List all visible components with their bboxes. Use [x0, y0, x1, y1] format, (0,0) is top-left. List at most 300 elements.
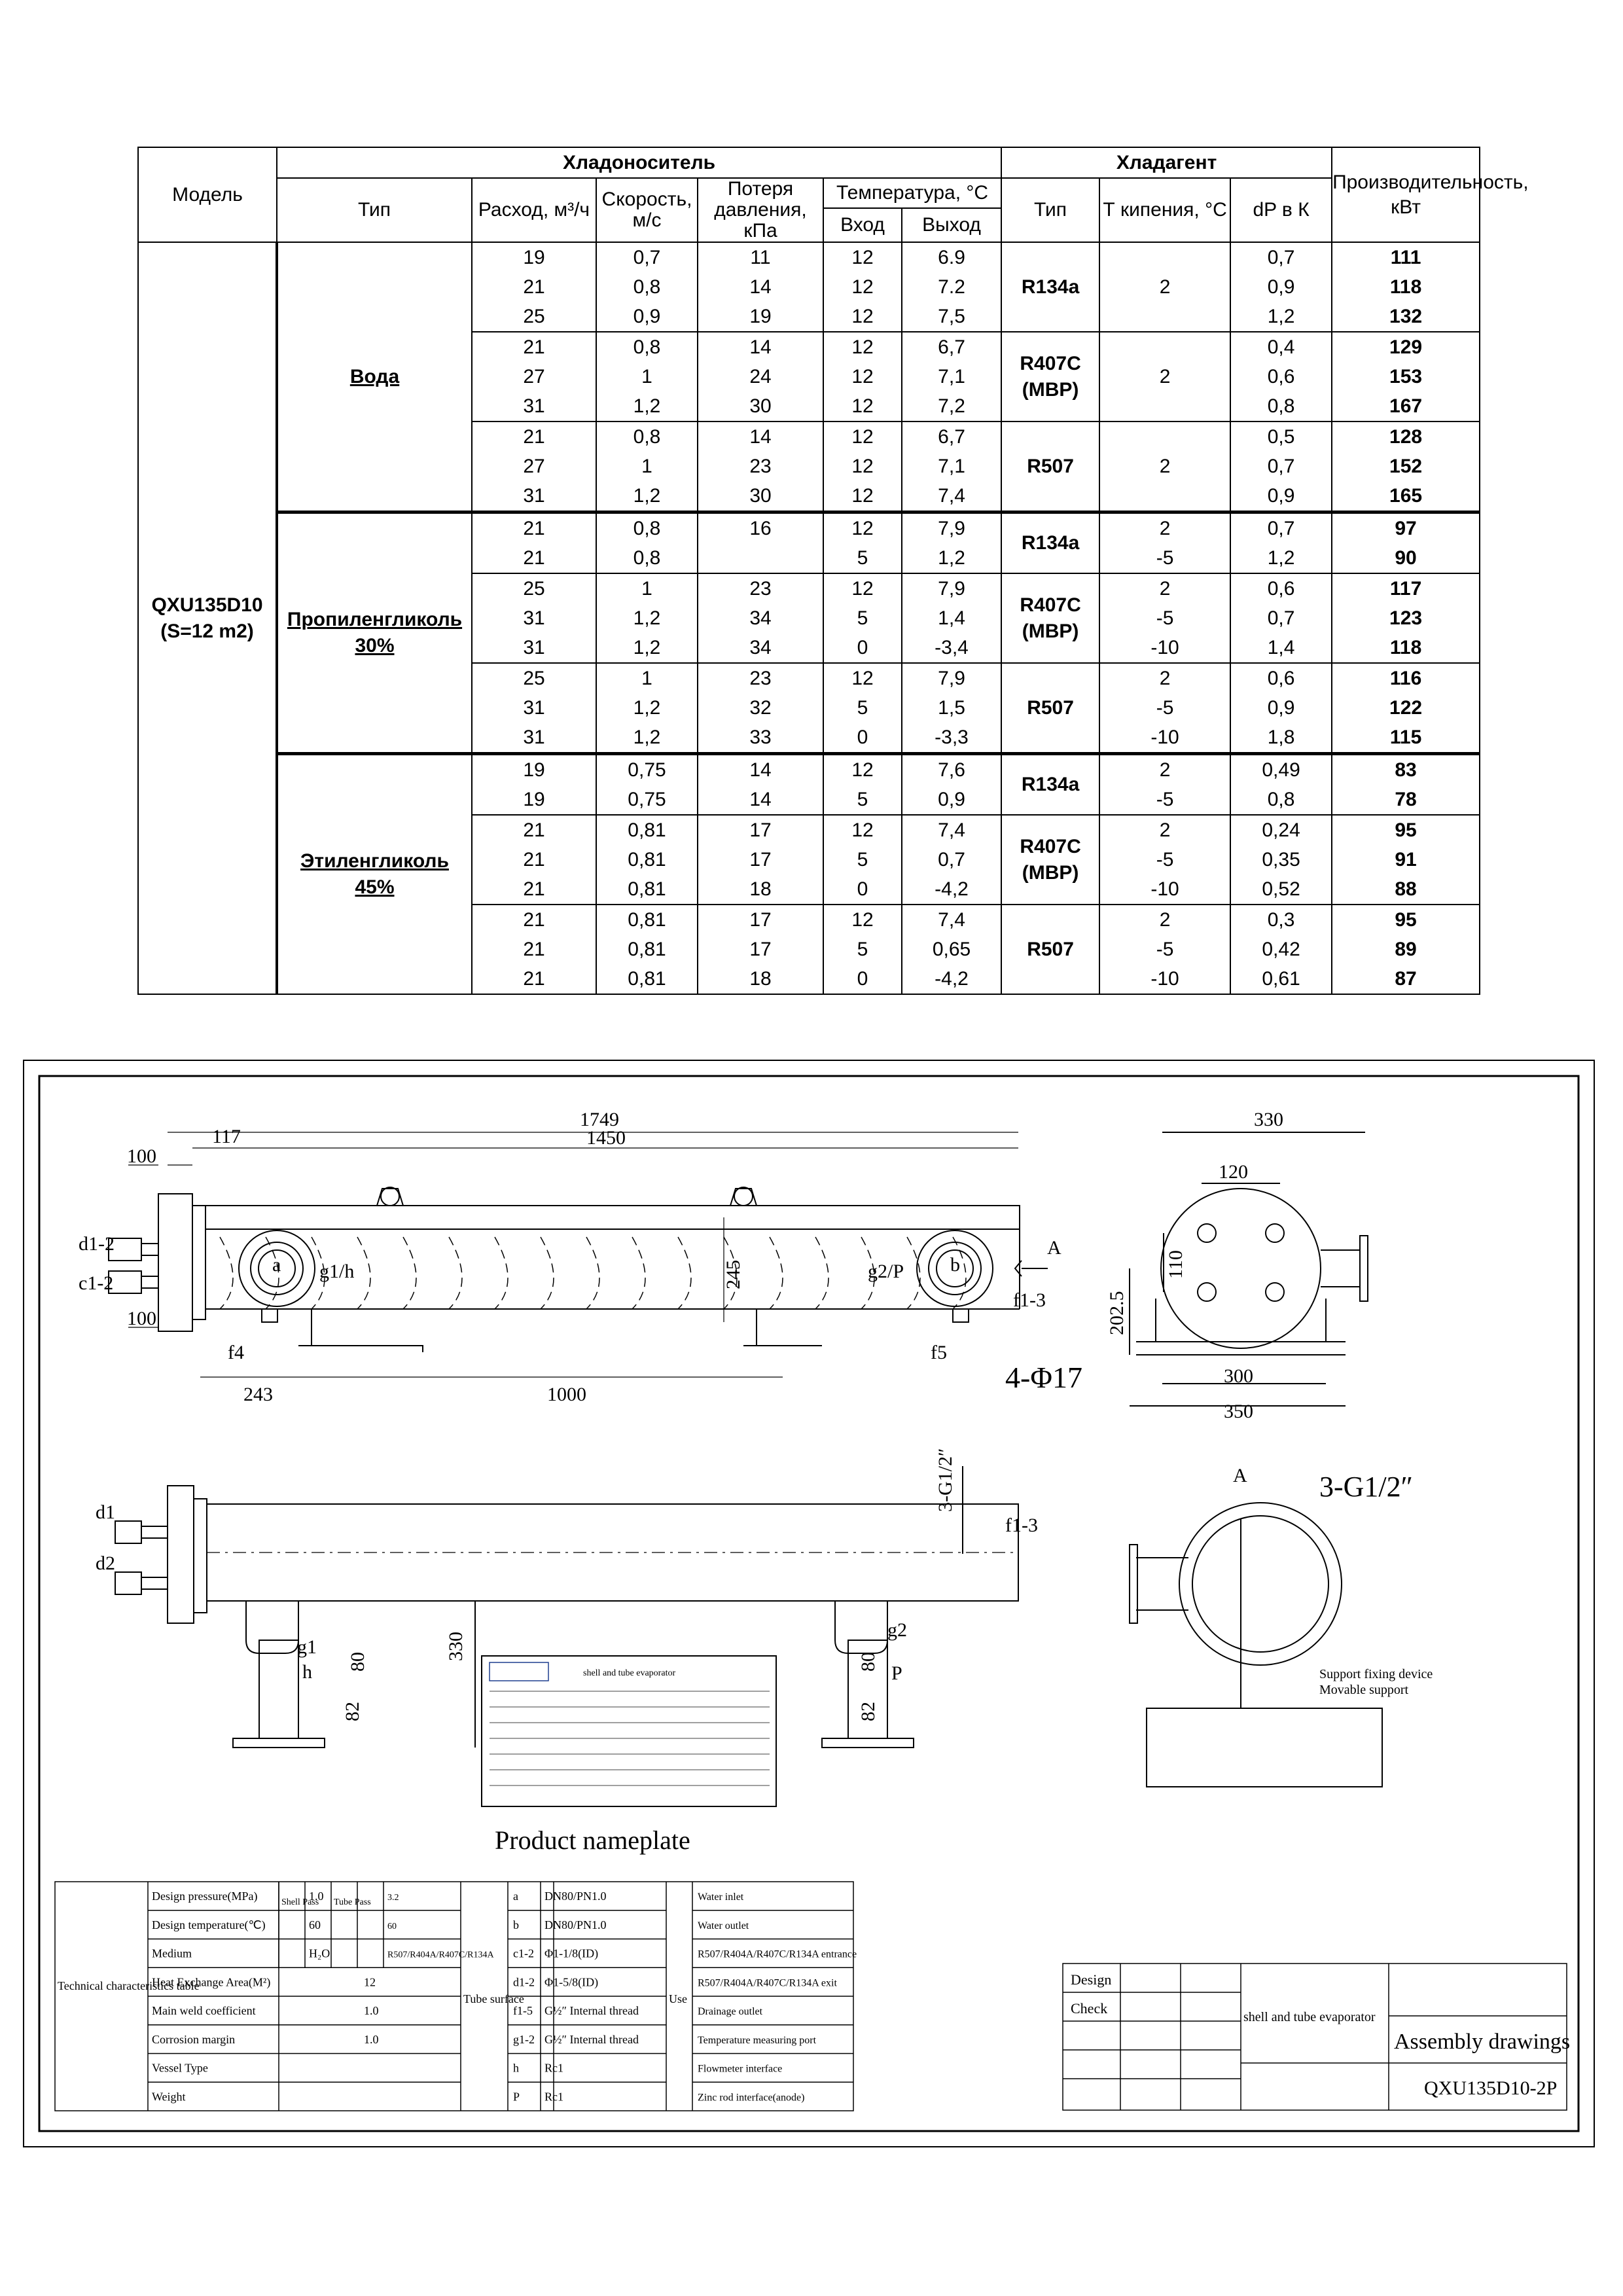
- boiling-cell: -10: [1099, 874, 1230, 905]
- view-a: [1130, 1503, 1382, 1787]
- cell: 0,81: [596, 874, 698, 905]
- label-b: b: [950, 1254, 960, 1276]
- capacity-cell: 95: [1332, 815, 1480, 845]
- label-support-fixing: Support fixing device: [1319, 1667, 1433, 1681]
- cell: 21: [472, 874, 596, 905]
- tech-row-tube: R507/R404A/R407C/R134A: [387, 1950, 494, 1960]
- cell: 34: [698, 603, 823, 633]
- cell: 31: [472, 633, 596, 663]
- capacity-cell: 128: [1332, 422, 1480, 452]
- cell: 7,6: [902, 754, 1001, 785]
- cell: 21: [472, 543, 596, 573]
- cell: 0: [823, 874, 902, 905]
- header-capacity: Производительность, кВт: [1332, 147, 1480, 242]
- tech-row-key: Weight: [152, 2090, 186, 2104]
- header-model: Модель: [138, 147, 277, 242]
- tech-conn-spec: Rc1: [544, 2090, 563, 2104]
- title-check: Check: [1071, 2000, 1108, 2017]
- capacity-cell: 152: [1332, 452, 1480, 481]
- boiling-cell: -10: [1099, 964, 1230, 994]
- tech-row-key: Heat Exchange Area(M²): [152, 1975, 271, 1989]
- tech-conn-spec: Rc1: [544, 2061, 563, 2075]
- tech-row-shell: H₂O: [309, 1946, 330, 1960]
- boiling-cell: -10: [1099, 723, 1230, 754]
- capacity-cell: 122: [1332, 693, 1480, 723]
- dp-cell: 0,5: [1230, 422, 1332, 452]
- refrigerant-name: R134a: [1001, 754, 1099, 816]
- label-c1-2: c1-2: [79, 1272, 114, 1294]
- dp-cell: 0,9: [1230, 272, 1332, 302]
- dp-cell: 0,42: [1230, 935, 1332, 964]
- cell: 17: [698, 845, 823, 874]
- title-drawing-number: QXU135D10-2P: [1424, 2077, 1558, 2099]
- tech-conn-use: Drainage outlet: [698, 2006, 763, 2017]
- cell: 12: [823, 272, 902, 302]
- tech-conn-use: Zinc rod interface(anode): [698, 2092, 805, 2104]
- cell: 0,81: [596, 815, 698, 845]
- boiling-cell: -5: [1099, 603, 1230, 633]
- tech-row-tube: 3.2: [387, 1893, 399, 1903]
- cell: 14: [698, 785, 823, 815]
- boiling-cell: 2: [1099, 905, 1230, 935]
- cell: 12: [823, 754, 902, 785]
- label-f1-3-top: f1-3: [1013, 1289, 1046, 1311]
- cell: 23: [698, 452, 823, 481]
- cell: 30: [698, 391, 823, 422]
- cell: 12: [823, 663, 902, 693]
- dp-cell: 0,6: [1230, 573, 1332, 603]
- tech-conn-id: a: [513, 1890, 518, 1903]
- cell: 16: [698, 512, 823, 544]
- cell: 17: [698, 815, 823, 845]
- label-movable-support: Movable support: [1319, 1683, 1409, 1697]
- tech-conn-use: R507/R404A/R407C/R134A entrance: [698, 1948, 857, 1960]
- capacity-cell: 87: [1332, 964, 1480, 994]
- dp-cell: 0,4: [1230, 332, 1332, 362]
- cell: 7,4: [902, 481, 1001, 512]
- cell: 0,9: [902, 785, 1001, 815]
- cell: 25: [472, 302, 596, 332]
- cell: 0: [823, 964, 902, 994]
- cell: 23: [698, 573, 823, 603]
- label-f1-3-bottom: f1-3: [1005, 1515, 1038, 1536]
- boiling-cell: -5: [1099, 845, 1230, 874]
- boiling-cell: -5: [1099, 785, 1230, 815]
- dim-1450: 1450: [586, 1127, 626, 1149]
- assembly-drawing: [24, 1060, 1594, 2147]
- dim-202-5: 202.5: [1106, 1291, 1128, 1335]
- tech-row-shell: 1.0: [309, 1890, 324, 1903]
- cell: 11: [698, 242, 823, 272]
- cell: 19: [472, 785, 596, 815]
- refrigerant-name: R407C (MBP): [1001, 815, 1099, 905]
- header-coolant: Хладоноситель: [277, 147, 1001, 178]
- cell: 21: [472, 272, 596, 302]
- cell: 30: [698, 481, 823, 512]
- capacity-cell: 88: [1332, 874, 1480, 905]
- capacity-cell: 111: [1332, 242, 1480, 272]
- cell: 12: [823, 422, 902, 452]
- nameplate-caption: Product nameplate: [495, 1825, 690, 1855]
- boiling-cell: 2: [1099, 663, 1230, 693]
- cell: 7,2: [902, 391, 1001, 422]
- capacity-cell: 115: [1332, 723, 1480, 754]
- dp-cell: 0,8: [1230, 391, 1332, 422]
- label-h: h: [302, 1661, 312, 1683]
- cell: 21: [472, 845, 596, 874]
- label-arrow-a: A: [1047, 1237, 1061, 1259]
- label-g2p: g2/P: [868, 1261, 904, 1282]
- label-view-a: A: [1233, 1465, 1247, 1486]
- dp-cell: 0,35: [1230, 845, 1332, 874]
- tech-row-key: Medium: [152, 1946, 192, 1960]
- dp-cell: 0,49: [1230, 754, 1332, 785]
- header-ref-type: Тип: [1001, 178, 1099, 242]
- capacity-cell: 90: [1332, 543, 1480, 573]
- product-nameplate: [482, 1656, 776, 1806]
- tech-use-label: Use: [669, 1992, 687, 2005]
- tech-conn-id: h: [513, 2061, 519, 2075]
- cell: 5: [823, 785, 902, 815]
- cell: 31: [472, 603, 596, 633]
- dim-1749: 1749: [580, 1109, 619, 1130]
- cell: 31: [472, 723, 596, 754]
- dp-cell: 1,2: [1230, 302, 1332, 332]
- label-d1: d1: [96, 1501, 115, 1523]
- capacity-cell: 97: [1332, 512, 1480, 544]
- boiling-cell: -5: [1099, 693, 1230, 723]
- cell: 0,9: [596, 302, 698, 332]
- tech-row-key: Vessel Type: [152, 2061, 208, 2075]
- dim-4-phi-17: 4-Φ17: [1005, 1361, 1082, 1394]
- dim-245: 245: [722, 1260, 744, 1289]
- cell: 1,5: [902, 693, 1001, 723]
- cell: 5: [823, 603, 902, 633]
- cell: 14: [698, 422, 823, 452]
- tech-row-value: 12: [364, 1975, 376, 1989]
- cell: 0,81: [596, 964, 698, 994]
- capacity-cell: 91: [1332, 845, 1480, 874]
- cell: 0,75: [596, 785, 698, 815]
- dim-120: 120: [1219, 1161, 1248, 1183]
- cell: 21: [472, 815, 596, 845]
- cell: 21: [472, 422, 596, 452]
- cell: 0,7: [596, 242, 698, 272]
- tech-conn-use: Flowmeter interface: [698, 2063, 783, 2075]
- cell: 0,81: [596, 845, 698, 874]
- tech-characteristics-table: [55, 1882, 853, 2111]
- dp-cell: 0,7: [1230, 603, 1332, 633]
- cell: 19: [472, 754, 596, 785]
- tech-conn-id: f1-5: [513, 2004, 533, 2017]
- header-dp: dP в К: [1230, 178, 1332, 242]
- front-view: [109, 1187, 1048, 1352]
- cell: 0,81: [596, 935, 698, 964]
- cell: 7.2: [902, 272, 1001, 302]
- label-d1-2: d1-2: [79, 1233, 115, 1255]
- header-flow: Расход, м³/ч: [472, 178, 596, 242]
- cell: 7,1: [902, 362, 1001, 391]
- refrigerant-name: R407C (MBP): [1001, 332, 1099, 422]
- boiling-cell: 2: [1099, 422, 1230, 512]
- cell: 33: [698, 723, 823, 754]
- cell: 18: [698, 874, 823, 905]
- cell: -4,2: [902, 964, 1001, 994]
- cell: 31: [472, 391, 596, 422]
- dim-82-right: 82: [857, 1702, 879, 1721]
- tech-conn-id: c1-2: [513, 1946, 534, 1960]
- cell: 14: [698, 754, 823, 785]
- cell: 1,2: [902, 543, 1001, 573]
- cell: 27: [472, 452, 596, 481]
- cell: 1,4: [902, 603, 1001, 633]
- cell: 14: [698, 332, 823, 362]
- tech-shell-pass: Shell Pass: [281, 1897, 319, 1907]
- cell: 7,9: [902, 573, 1001, 603]
- cell: 0,8: [596, 512, 698, 544]
- dp-cell: 1,2: [1230, 543, 1332, 573]
- cell: 17: [698, 905, 823, 935]
- header-temperature: Температура, °С: [823, 178, 1001, 208]
- cell: 19: [472, 242, 596, 272]
- cell: 0,8: [596, 543, 698, 573]
- capacity-cell: 116: [1332, 663, 1480, 693]
- title-design: Design: [1071, 1971, 1112, 1988]
- dim-110: 110: [1165, 1250, 1186, 1279]
- nameplate-title: shell and tube evaporator: [583, 1668, 676, 1678]
- tech-row-tube: 60: [387, 1921, 397, 1931]
- cell: 0: [823, 723, 902, 754]
- label-a: a: [272, 1254, 281, 1276]
- tech-row-key: Design pressure(MPa): [152, 1890, 258, 1903]
- tech-table-label: Technical characteristics table: [58, 1979, 200, 1992]
- cell: 0,8: [596, 332, 698, 362]
- cell: 0,8: [596, 272, 698, 302]
- tech-row-shell: 60: [309, 1918, 321, 1931]
- front-view-dimensions: [128, 1132, 1018, 1377]
- cell: 21: [472, 935, 596, 964]
- label-f4: f4: [228, 1342, 244, 1363]
- label-3-g-half: 3-G1/2″: [1319, 1471, 1413, 1503]
- dp-cell: 0,6: [1230, 362, 1332, 391]
- header-inlet: Вход: [823, 208, 902, 242]
- dim-350: 350: [1224, 1401, 1253, 1422]
- cell: 1: [596, 452, 698, 481]
- cell: 1: [596, 362, 698, 391]
- refrigerant-name: R407C (MBP): [1001, 573, 1099, 663]
- model-cell: QXU135D10 (S=12 m2): [138, 242, 277, 994]
- dp-cell: 0,7: [1230, 242, 1332, 272]
- boiling-cell: 2: [1099, 332, 1230, 422]
- cell: 5: [823, 845, 902, 874]
- header-boiling: Т кипения, °С: [1099, 178, 1230, 242]
- cell: 21: [472, 905, 596, 935]
- dp-cell: 0,7: [1230, 512, 1332, 544]
- cell: 12: [823, 573, 902, 603]
- dp-cell: 0,7: [1230, 452, 1332, 481]
- cell: 21: [472, 964, 596, 994]
- label-g2: g2: [887, 1619, 907, 1641]
- dim-117: 117: [212, 1126, 241, 1147]
- cell: 0,8: [596, 422, 698, 452]
- cell: 25: [472, 573, 596, 603]
- tech-row-key: Main weld coefficient: [152, 2004, 256, 2017]
- refrigerant-name: R134a: [1001, 512, 1099, 574]
- dp-cell: 0,6: [1230, 663, 1332, 693]
- tech-tube-surface-label: Tube surface: [463, 1992, 524, 2005]
- dp-cell: 0,52: [1230, 874, 1332, 905]
- cell: 23: [698, 663, 823, 693]
- dp-cell: 0,9: [1230, 481, 1332, 512]
- cell: 0,7: [902, 845, 1001, 874]
- tech-conn-use: Water inlet: [698, 1892, 744, 1903]
- cell: 24: [698, 362, 823, 391]
- tech-conn-spec: G½″ Internal thread: [544, 2032, 639, 2046]
- cell: 31: [472, 693, 596, 723]
- coolant-name: Пропиленгликоль 30%: [277, 512, 472, 754]
- coolant-name: Вода: [277, 242, 472, 512]
- capacity-cell: 153: [1332, 362, 1480, 391]
- cell: 7,9: [902, 512, 1001, 544]
- dim-80-left: 80: [347, 1652, 368, 1672]
- tech-conn-id: g1-2: [513, 2032, 535, 2046]
- tech-conn-id: d1-2: [513, 1975, 535, 1989]
- cell: 12: [823, 332, 902, 362]
- cell: 0: [823, 633, 902, 663]
- cell: -4,2: [902, 874, 1001, 905]
- dim-330-plan: 330: [445, 1632, 467, 1661]
- cell: 1: [596, 663, 698, 693]
- tech-conn-spec: G½″ Internal thread: [544, 2004, 639, 2017]
- header-speed: Скорость, м/с: [596, 178, 698, 242]
- cell: 12: [823, 362, 902, 391]
- label-g1: g1: [297, 1636, 317, 1658]
- dim-82-left: 82: [342, 1702, 363, 1721]
- table-row: [138, 512, 1480, 544]
- capacity-cell: 117: [1332, 573, 1480, 603]
- dim-330-side: 330: [1254, 1109, 1283, 1130]
- refrigerant-name: R507: [1001, 905, 1099, 994]
- cell: 12: [823, 815, 902, 845]
- cell: 6.9: [902, 242, 1001, 272]
- cell: 12: [823, 242, 902, 272]
- dim-3g-top: 3-G1/2″: [935, 1448, 956, 1512]
- cell: 27: [472, 362, 596, 391]
- header-outlet: Выход: [902, 208, 1001, 242]
- capacity-cell: 118: [1332, 633, 1480, 663]
- tech-row-value: 1.0: [364, 2032, 379, 2046]
- dp-cell: 0,8: [1230, 785, 1332, 815]
- dp-cell: 0,24: [1230, 815, 1332, 845]
- cell: 34: [698, 633, 823, 663]
- capacity-cell: 95: [1332, 905, 1480, 935]
- refrigerant-name: R134a: [1001, 242, 1099, 332]
- cell: 12: [823, 391, 902, 422]
- capacity-cell: 129: [1332, 332, 1480, 362]
- label-p: P: [891, 1662, 902, 1684]
- cell: 7,1: [902, 452, 1001, 481]
- cell: 18: [698, 964, 823, 994]
- tech-conn-use: Temperature measuring port: [698, 2034, 817, 2046]
- cell: 7,4: [902, 815, 1001, 845]
- capacity-cell: 78: [1332, 785, 1480, 815]
- title-product: shell and tube evaporator: [1243, 2010, 1376, 2024]
- dim-100-bottom: 100: [127, 1308, 156, 1329]
- cell: 1: [596, 573, 698, 603]
- boiling-cell: 2: [1099, 815, 1230, 845]
- cell: 21: [472, 332, 596, 362]
- cell: 7,5: [902, 302, 1001, 332]
- capacity-cell: 132: [1332, 302, 1480, 332]
- cell: 1,2: [596, 723, 698, 754]
- tech-row-key: Corrosion margin: [152, 2032, 236, 2046]
- refrigerant-name: R507: [1001, 422, 1099, 512]
- cell: 7,9: [902, 663, 1001, 693]
- tech-tube-pass: Tube Pass: [334, 1897, 371, 1907]
- cell: 6,7: [902, 332, 1001, 362]
- boiling-cell: 2: [1099, 754, 1230, 785]
- boiling-cell: 2: [1099, 242, 1230, 332]
- cell: 5: [823, 543, 902, 573]
- dp-cell: 1,8: [1230, 723, 1332, 754]
- dp-cell: 0,61: [1230, 964, 1332, 994]
- cell: 7,4: [902, 905, 1001, 935]
- header-pressure-loss: Потеря давления, кПа: [698, 178, 823, 242]
- cell: 5: [823, 693, 902, 723]
- cell: 6,7: [902, 422, 1001, 452]
- cell: 12: [823, 302, 902, 332]
- cell: 1,2: [596, 603, 698, 633]
- capacity-cell: 118: [1332, 272, 1480, 302]
- cell: 1,2: [596, 391, 698, 422]
- cell: -3,4: [902, 633, 1001, 663]
- cell: 12: [823, 905, 902, 935]
- tech-row-value: 1.0: [364, 2004, 379, 2017]
- tech-conn-use: Water outlet: [698, 1920, 749, 1931]
- cell: 0,81: [596, 905, 698, 935]
- boiling-cell: -5: [1099, 935, 1230, 964]
- tech-row-key: Design temperature(℃): [152, 1918, 266, 1931]
- dim-1000: 1000: [547, 1384, 586, 1405]
- cell: 0,75: [596, 754, 698, 785]
- cell: 1,2: [596, 633, 698, 663]
- table-row: [138, 242, 1480, 272]
- cell: 12: [823, 512, 902, 544]
- dim-100-top: 100: [127, 1145, 156, 1167]
- tech-conn-spec: Φ1-5/8(ID): [544, 1975, 599, 1989]
- cell: 17: [698, 935, 823, 964]
- cell: 0,65: [902, 935, 1001, 964]
- tech-conn-use: R507/R404A/R407C/R134A exit: [698, 1977, 837, 1989]
- cell: 5: [823, 935, 902, 964]
- capacity-cell: 123: [1332, 603, 1480, 633]
- title-drawing-type: Assembly drawings: [1394, 2030, 1571, 2054]
- performance-table: [137, 147, 1529, 995]
- cell: 32: [698, 693, 823, 723]
- tech-conn-id: P: [513, 2090, 520, 2104]
- cell: 31: [472, 481, 596, 512]
- tech-conn-spec: DN80/PN1.0: [544, 1918, 607, 1931]
- dp-cell: 0,9: [1230, 693, 1332, 723]
- header-refrigerant: Хладагент: [1001, 147, 1332, 178]
- drawing-inner-border: [39, 1076, 1578, 2131]
- label-f5: f5: [931, 1342, 947, 1363]
- capacity-cell: 89: [1332, 935, 1480, 964]
- dp-cell: 1,4: [1230, 633, 1332, 663]
- dim-300: 300: [1224, 1365, 1253, 1387]
- boiling-cell: -10: [1099, 633, 1230, 663]
- table-row: [138, 754, 1480, 785]
